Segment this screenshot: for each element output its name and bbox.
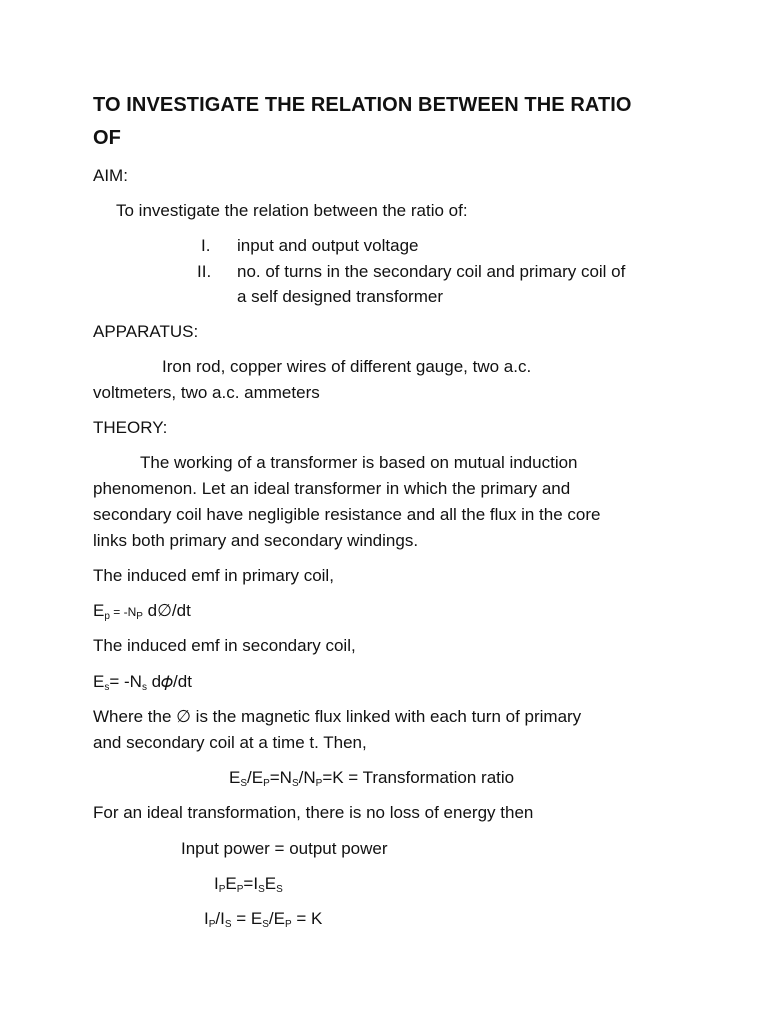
theory-paragraph-line: phenomenon. Let an ideal transformer in which the primary and bbox=[93, 479, 571, 498]
list-item-continued: a self designed transformer bbox=[237, 287, 443, 306]
document-title-continued: OF bbox=[93, 127, 121, 149]
secondary-emf-intro: The induced emf in secondary coil, bbox=[93, 636, 356, 655]
theory-heading: THEORY: bbox=[93, 418, 168, 437]
apparatus-heading: APPARATUS: bbox=[93, 322, 199, 341]
list-number: II. bbox=[197, 262, 212, 281]
secondary-emf-equation: $E_s= -N_s$ d𝜙/dt bbox=[93, 672, 192, 693]
apparatus-text: Iron rod, copper wires of different gauge, two a.c. bbox=[162, 357, 532, 376]
theory-paragraph-line: links both primary and secondary windings. bbox=[93, 531, 419, 550]
flux-description: Where the ∅ is the magnetic flux linked with each turn of primary bbox=[93, 707, 582, 726]
power-equation: Input power = output power bbox=[181, 839, 388, 858]
aim-intro: To investigate the relation between the ratio of: bbox=[116, 201, 468, 220]
transformation-ratio-equation: $E_S/E_P=N_S/N_P=K$ = Transformation ratio bbox=[229, 768, 515, 789]
current-ratio-equation: $I_P/I_S = E_S/E_P = K$ bbox=[204, 909, 323, 930]
document-title: TO INVESTIGATE THE RELATION BETWEEN THE RATIO bbox=[93, 94, 632, 116]
list-item: no. of turns in the secondary coil and primary coil of bbox=[237, 262, 626, 281]
theory-paragraph-line: The working of a transformer is based on mutual induction bbox=[140, 453, 578, 472]
primary-emf-intro: The induced emf in primary coil, bbox=[93, 566, 334, 585]
power-product-equation: $I_PE_P=I_SE_S$ bbox=[214, 874, 283, 895]
aim-heading: AIM: bbox=[93, 166, 128, 185]
ideal-transformer-text: For an ideal transformation, there is no loss of energy then bbox=[93, 803, 534, 822]
primary-emf-equation: $E_p = -N_P$ d∅/dt bbox=[93, 601, 191, 622]
theory-paragraph-line: secondary coil have negligible resistance and all the flux in the core bbox=[93, 505, 601, 524]
list-number: I. bbox=[201, 236, 211, 255]
flux-description: and secondary coil at a time t. Then, bbox=[93, 733, 367, 752]
apparatus-text: voltmeters, two a.c. ammeters bbox=[93, 383, 320, 402]
list-item: input and output voltage bbox=[237, 236, 419, 255]
